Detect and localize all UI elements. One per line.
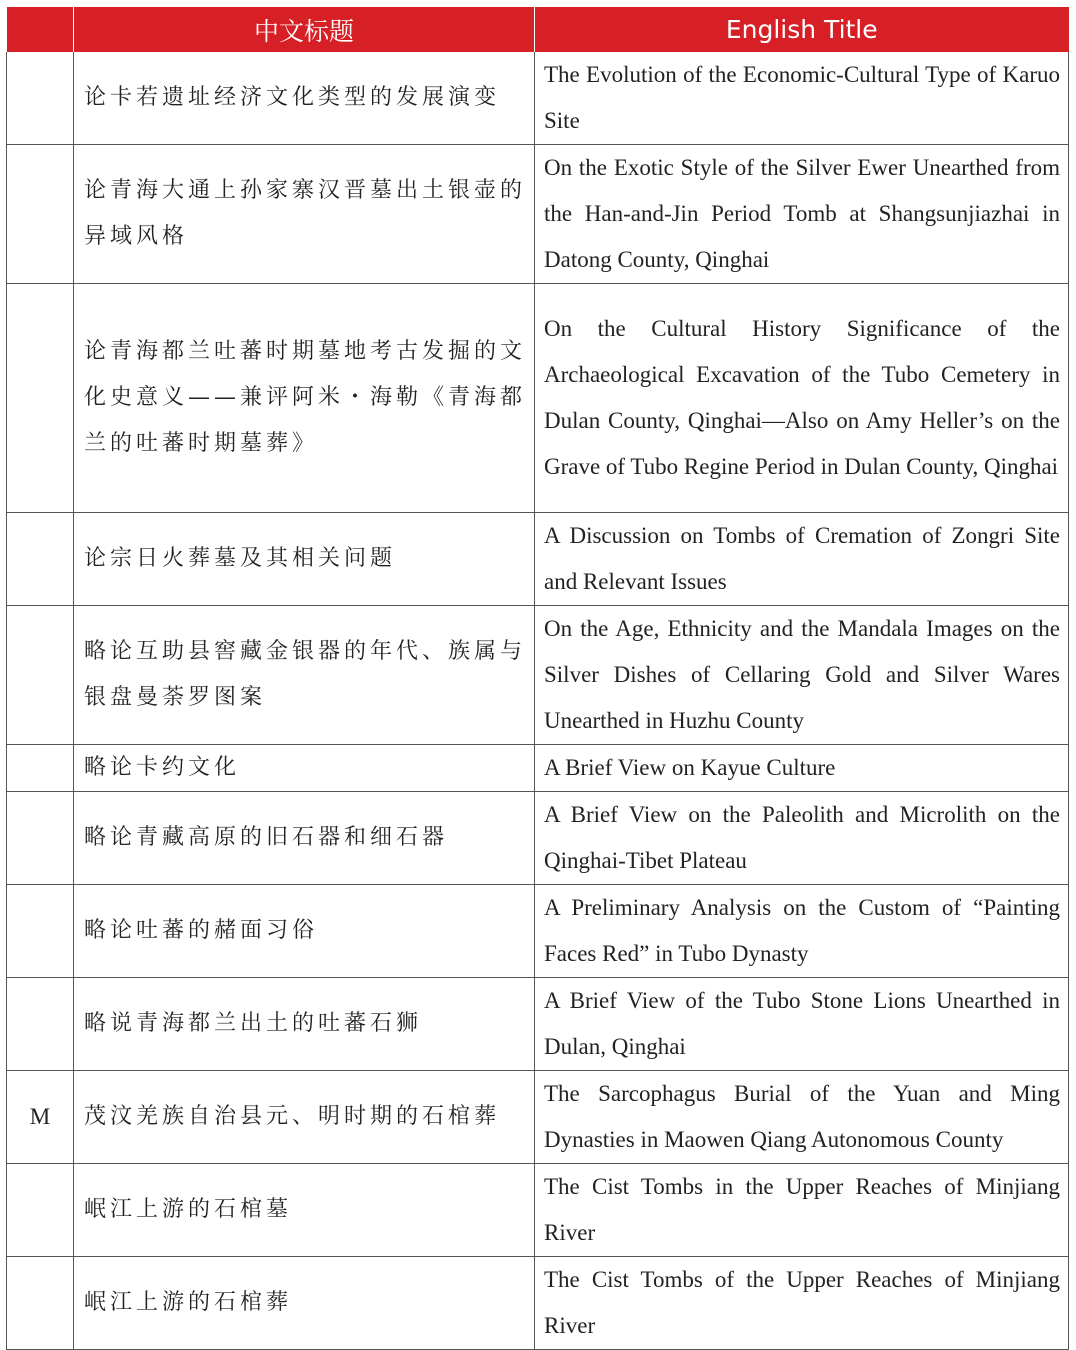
header-row [7, 7, 1069, 52]
header-letter-cell [7, 7, 74, 52]
chinese-title: 岷江上游的石棺墓 [74, 1164, 535, 1257]
english-title: The Cist Tombs of the Upper Reaches of Minjiang River [535, 1257, 1069, 1350]
english-title: A Brief View on Kayue Culture [535, 745, 1069, 792]
english-title: A Preliminary Analysis on the Custom of “Painting Faces Red” in Tubo Dynasty [535, 885, 1069, 978]
chinese-title: 略论吐蕃的赭面习俗 [74, 885, 535, 978]
index-letter [7, 513, 74, 606]
index-letter [7, 978, 74, 1071]
table-row [7, 885, 1069, 978]
table-row [7, 606, 1069, 745]
table-row [7, 1071, 1069, 1164]
index-letter [7, 792, 74, 885]
chinese-title: 论宗日火葬墓及其相关问题 [74, 513, 535, 606]
chinese-title: 论青海大通上孙家寨汉晋墓出土银壶的异域风格 [74, 145, 535, 284]
table-row [7, 792, 1069, 885]
table-row [7, 145, 1069, 284]
table-row [7, 745, 1069, 792]
chinese-title: 论青海都兰吐蕃时期墓地考古发掘的文化史意义——兼评阿米・海勒《青海都兰的吐蕃时期墓葬》 [74, 284, 535, 513]
table-row [7, 1164, 1069, 1257]
bibliography-table [6, 7, 1069, 1350]
index-letter [7, 145, 74, 284]
chinese-title: 论卡若遗址经济文化类型的发展演变 [74, 52, 535, 145]
table-row [7, 978, 1069, 1071]
index-letter: M [7, 1071, 74, 1164]
index-letter [7, 52, 74, 145]
index-letter [7, 885, 74, 978]
index-letter [7, 745, 74, 792]
english-title: On the Exotic Style of the Silver Ewer Unearthed from the Han-and-Jin Period Tomb at Shangsunjiazhai in Datong County, Qinghai [535, 145, 1069, 284]
table-row [7, 284, 1069, 513]
table-body [7, 52, 1069, 1350]
english-title: The Cist Tombs in the Upper Reaches of Minjiang River [535, 1164, 1069, 1257]
table-row [7, 513, 1069, 606]
index-letter [7, 1257, 74, 1350]
chinese-title: 略论卡约文化 [74, 745, 535, 792]
english-title: The Sarcophagus Burial of the Yuan and Ming Dynasties in Maowen Qiang Autonomous County [535, 1071, 1069, 1164]
table-row [7, 52, 1069, 145]
english-title: On the Cultural History Significance of the Archaeological Excavation of the Tubo Cemetery in Dulan County, Qinghai—Also on Amy Heller’s on the Grave of Tubo Regine Period in Dulan County, Qinghai [535, 284, 1069, 513]
index-letter [7, 606, 74, 745]
header-english-title: English Title [535, 7, 1069, 52]
english-title: A Discussion on Tombs of Cremation of Zongri Site and Relevant Issues [535, 513, 1069, 606]
chinese-title: 岷江上游的石棺葬 [74, 1257, 535, 1350]
index-letter [7, 1164, 74, 1257]
header-chinese-title: 中文标题 [74, 7, 535, 52]
chinese-title: 茂汶羌族自治县元、明时期的石棺葬 [74, 1071, 535, 1164]
chinese-title: 略论互助县窖藏金银器的年代、族属与银盘曼荼罗图案 [74, 606, 535, 745]
english-title: A Brief View on the Paleolith and Microlith on the Qinghai-Tibet Plateau [535, 792, 1069, 885]
index-letter [7, 284, 74, 513]
chinese-title: 略说青海都兰出土的吐蕃石狮 [74, 978, 535, 1071]
chinese-title: 略论青藏高原的旧石器和细石器 [74, 792, 535, 885]
english-title: A Brief View of the Tubo Stone Lions Unearthed in Dulan, Qinghai [535, 978, 1069, 1071]
english-title: On the Age, Ethnicity and the Mandala Images on the Silver Dishes of Cellaring Gold and Silver Wares Unearthed in Huzhu County [535, 606, 1069, 745]
english-title: The Evolution of the Economic-Cultural Type of Karuo Site [535, 52, 1069, 145]
table-row [7, 1257, 1069, 1350]
